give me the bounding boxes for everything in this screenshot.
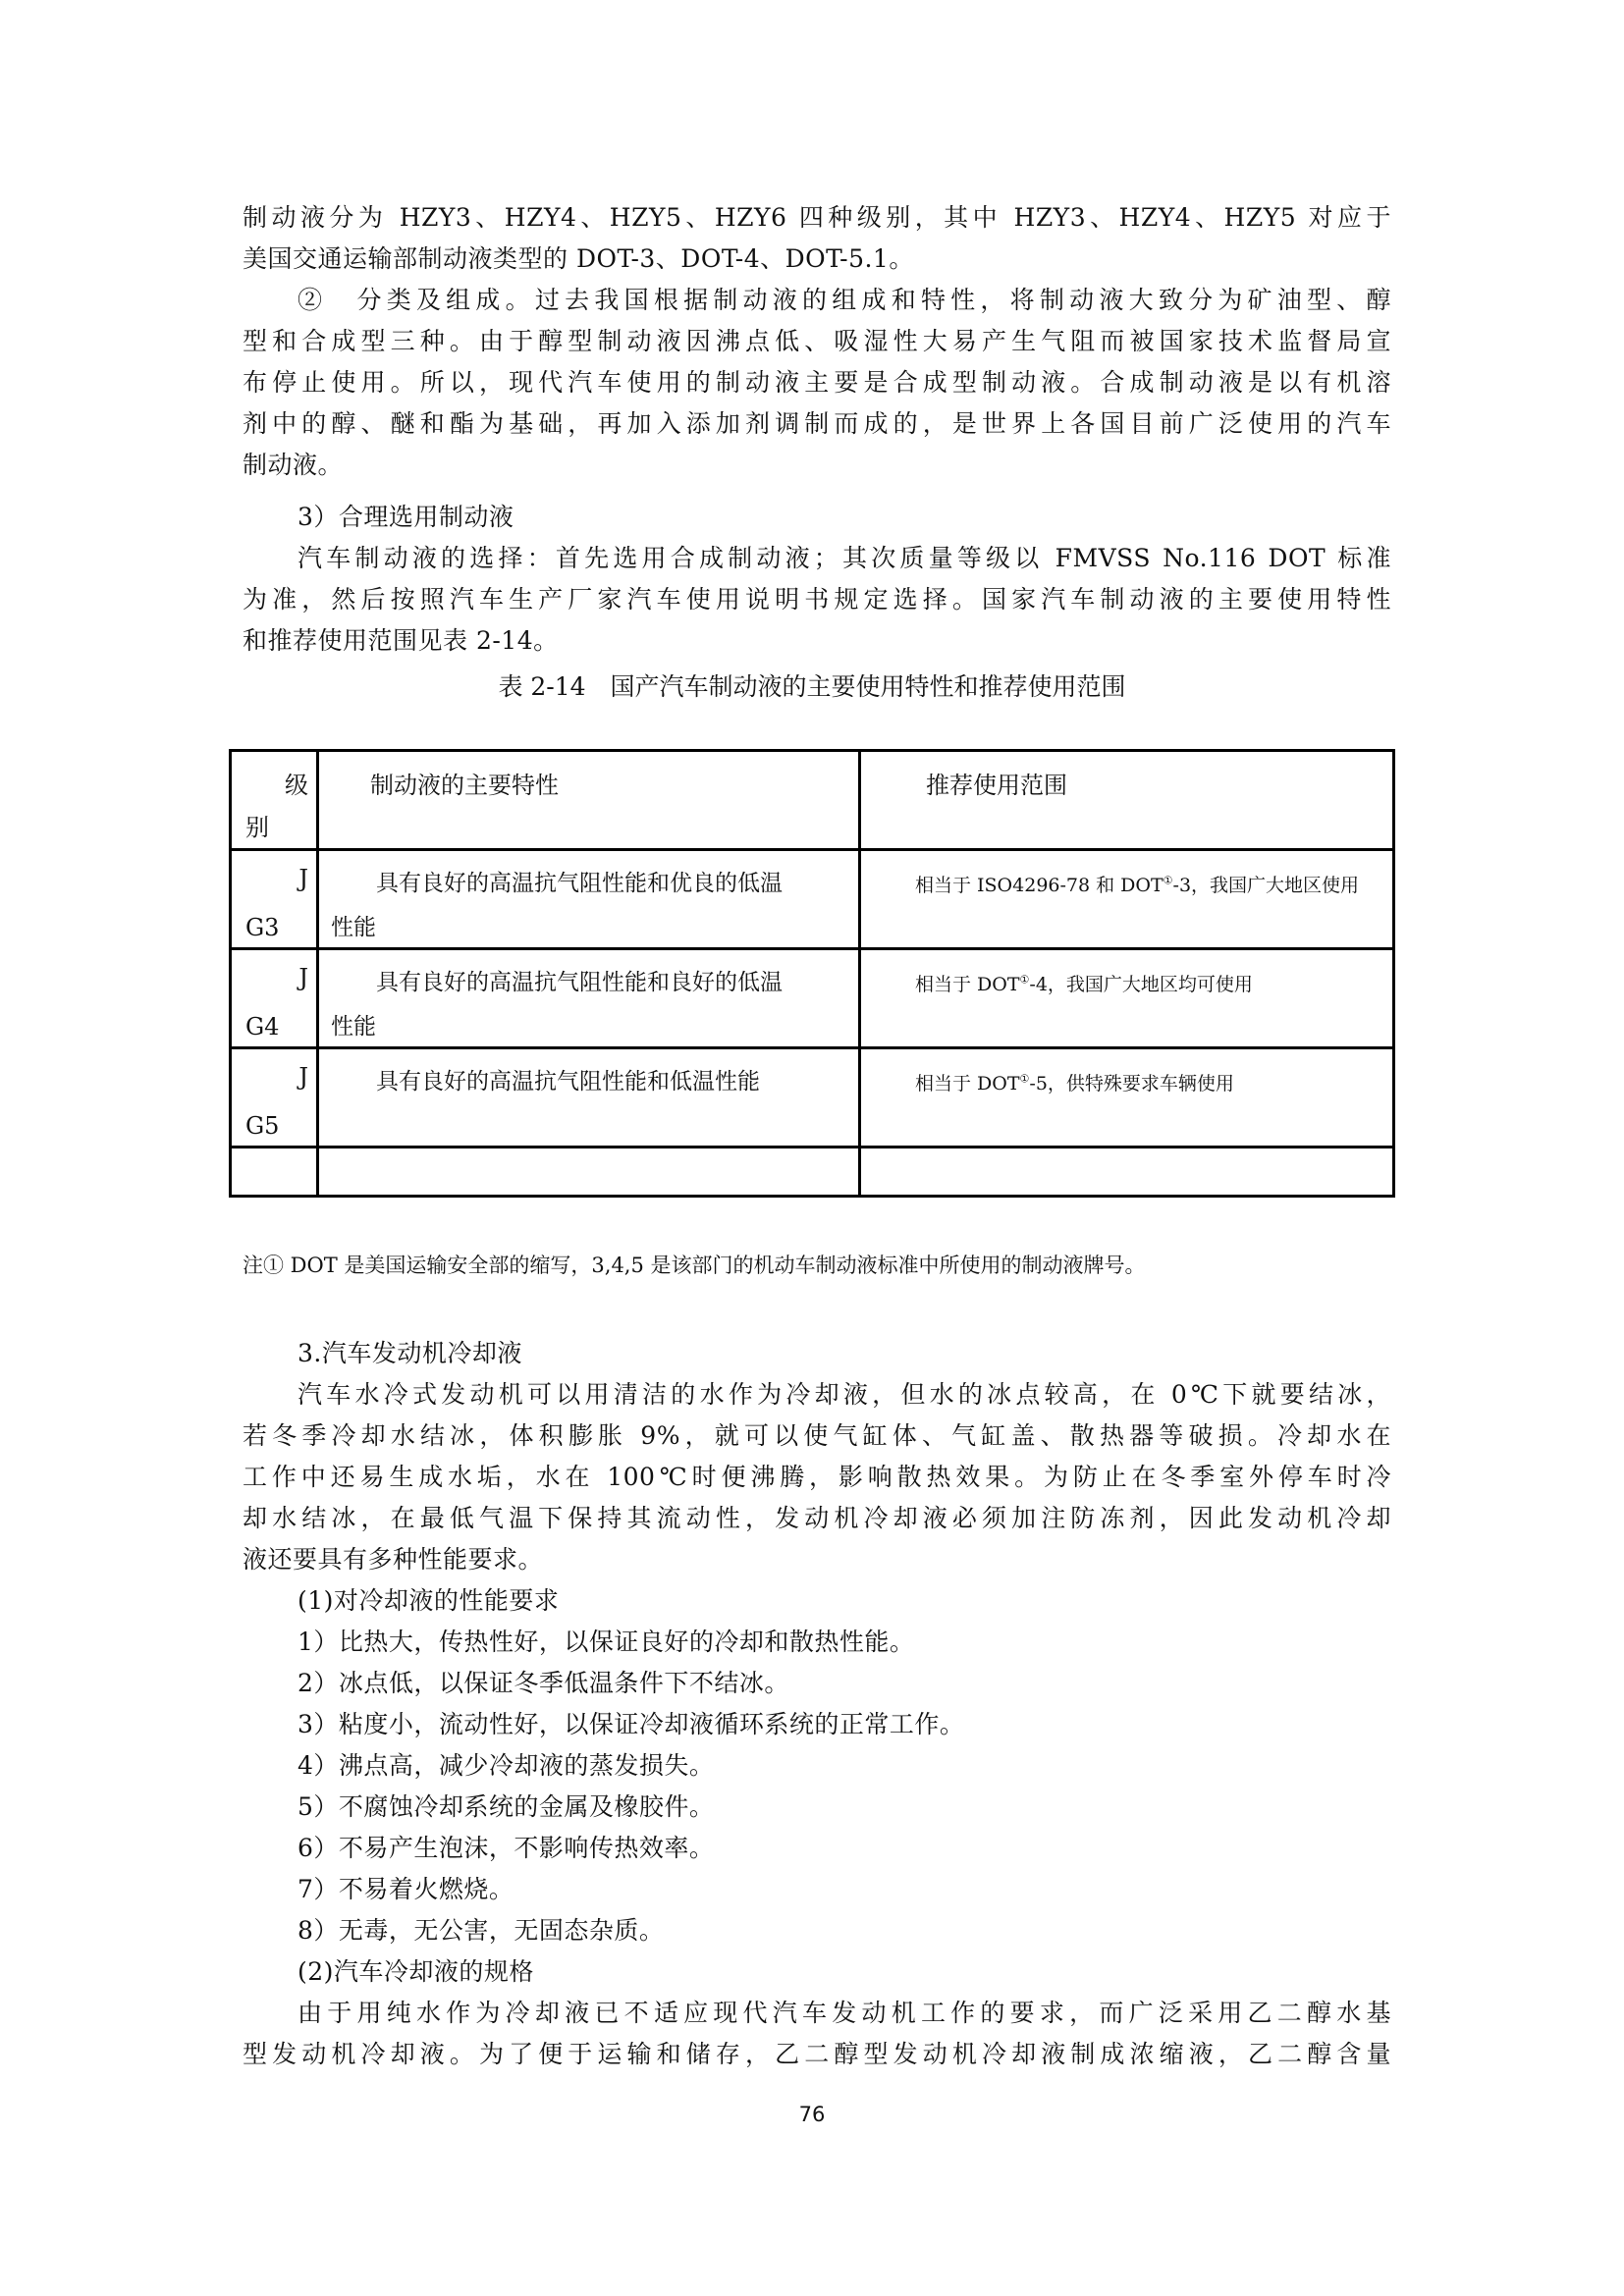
section-heading: 3）合理选用制动液 (298, 503, 514, 531)
table-caption: 表 2-14 国产汽车制动液的主要使用特性和推荐使用范围 (498, 672, 1126, 701)
list-item: 7）不易着火燃烧。 (298, 1875, 514, 1903)
footnote-marker: ① (1163, 874, 1173, 887)
range-cell (860, 949, 1394, 1048)
range-text-pre: 相当于 DOT (915, 974, 1020, 995)
empty-cell (860, 1148, 1394, 1197)
range-text-pre: 相当于 DOT (915, 1073, 1020, 1095)
feature-line: 具有良好的高温抗气阻性能和优良的低温 (376, 871, 783, 896)
range-text-post: -3，我国广大地区使用 (1172, 875, 1360, 896)
text-line: 若冬季冷却水结冰，体积膨胀 9%，就可以使气缸体、气缸盖、散热器等破损。冷却水在 (243, 1421, 1391, 1450)
text-line: 汽车水冷式发动机可以用清洁的水作为冷却液，但水的冰点较高，在 0℃下就要结冰， (298, 1380, 1391, 1409)
range-cell (860, 850, 1394, 949)
list-item: 1）比热大，传热性好，以保证良好的冷却和散热性能。 (298, 1628, 915, 1656)
feature-cell (318, 1048, 860, 1148)
list-item: 4）沸点高，减少冷却液的蒸发损失。 (298, 1751, 715, 1780)
header-features (318, 751, 860, 850)
grade-prefix: J (298, 1063, 308, 1091)
text-line: 美国交通运输部制动液类型的 DOT-3、DOT-4、DOT-5.1。 (243, 244, 914, 273)
header-range (860, 751, 1394, 850)
text-line: 由于用纯水作为冷却液已不适应现代汽车发动机工作的要求，而广泛采用乙二醇水基 (298, 1999, 1391, 2027)
range-text (915, 1069, 1234, 1095)
text-line: 却水结冰，在最低气温下保持其流动性，发动机冷却液必须加注防冻剂，因此发动机冷却 (243, 1504, 1391, 1532)
grade-suffix: G4 (245, 1013, 280, 1041)
table-header-row (231, 751, 1394, 850)
feature-cell (318, 949, 860, 1048)
table-row (231, 850, 1394, 949)
text-line: ② 分类及组成。过去我国根据制动液的组成和特性，将制动液大致分为矿油型、醇 (298, 286, 1391, 314)
section-heading: 3.汽车发动机冷却液 (298, 1339, 522, 1367)
list-item: 6）不易产生泡沫，不影响传热效率。 (298, 1834, 715, 1862)
text-line: 和推荐使用范围见表 2-14。 (243, 626, 559, 655)
feature-line: 具有良好的高温抗气阻性能和低温性能 (376, 1069, 760, 1095)
feature-line: 性能 (331, 1014, 376, 1040)
grade-cell (231, 949, 318, 1048)
header-features-label: 制动液的主要特性 (370, 772, 559, 799)
range-cell (860, 1048, 1394, 1148)
grade-suffix: G3 (245, 914, 280, 941)
table-row (231, 1048, 1394, 1148)
table-footnote: 注① DOT 是美国运输安全部的缩写，3,4,5 是该部门的机动车制动液标准中所使用的制动液牌号。 (243, 1254, 1146, 1277)
range-text (915, 871, 1359, 897)
list-item: 3）粘度小，流动性好，以保证冷却液循环系统的正常工作。 (298, 1710, 965, 1738)
range-text-pre: 相当于 ISO4296-78 和 DOT (915, 875, 1164, 896)
grade-cell (231, 850, 318, 949)
text-line: 型和合成型三种。由于醇型制动液因沸点低、吸湿性大易产生气阻而被国家技术监督局宣 (243, 327, 1391, 355)
text-line: 为准，然后按照汽车生产厂家汽车使用说明书规定选择。国家汽车制动液的主要使用特性 (243, 585, 1391, 614)
subsection-heading: (2)汽车冷却液的规格 (298, 1957, 534, 1986)
footnote-marker: ① (1019, 1072, 1030, 1086)
text-line: 工作中还易生成水垢，水在 100℃时便沸腾，影响散热效果。为防止在冬季室外停车时冷 (243, 1463, 1391, 1491)
text-line: 制动液分为 HZY3、HZY4、HZY5、HZY6 四种级别，其中 HZY3、HZY4、HZY5 对应于 (243, 203, 1391, 232)
range-text (915, 970, 1253, 996)
text-line: 汽车制动液的选择：首先选用合成制动液；其次质量等级以 FMVSS No.116 DOT 标准 (298, 544, 1391, 572)
list-item: 8）无毒，无公害，无固态杂质。 (298, 1916, 665, 1945)
header-grade-top: 级 (285, 772, 308, 799)
table-row (231, 949, 1394, 1048)
list-item: 5）不腐蚀冷却系统的金属及橡胶件。 (298, 1792, 715, 1821)
header-grade-bottom: 别 (245, 814, 269, 841)
grade-cell (231, 1048, 318, 1148)
feature-line: 性能 (331, 915, 376, 940)
grade-suffix: G5 (245, 1112, 280, 1140)
grade-prefix: J (298, 865, 308, 892)
text-line: 型发动机冷却液。为了便于运输和储存，乙二醇型发动机冷却液制成浓缩液，乙二醇含量 (243, 2040, 1391, 2068)
grade-prefix: J (298, 964, 308, 991)
table-empty-row (231, 1148, 1394, 1197)
range-text-post: -4，我国广大地区均可使用 (1029, 974, 1253, 995)
text-line: 布停止使用。所以，现代汽车使用的制动液主要是合成型制动液。合成制动液是以有机溶 (243, 368, 1391, 397)
page-number: 76 (798, 2103, 826, 2126)
empty-cell (231, 1148, 318, 1197)
text-line: 液还要具有多种性能要求。 (243, 1545, 544, 1574)
feature-line: 具有良好的高温抗气阻性能和良好的低温 (376, 970, 783, 995)
text-line: 剂中的醇、醚和酯为基础，再加入添加剂调制而成的，是世界上各国目前广泛使用的汽车 (243, 409, 1391, 438)
brake-fluid-table (229, 749, 1395, 1198)
text-line: 制动液。 (243, 451, 344, 479)
subsection-heading: (1)对冷却液的性能要求 (298, 1586, 560, 1615)
footnote-marker: ① (1019, 973, 1030, 987)
header-grade (231, 751, 318, 850)
header-range-label: 推荐使用范围 (926, 772, 1067, 799)
feature-cell (318, 850, 860, 949)
empty-cell (318, 1148, 860, 1197)
list-item: 2）冰点低，以保证冬季低温条件下不结冰。 (298, 1669, 789, 1697)
range-text-post: -5，供特殊要求车辆使用 (1029, 1073, 1234, 1095)
